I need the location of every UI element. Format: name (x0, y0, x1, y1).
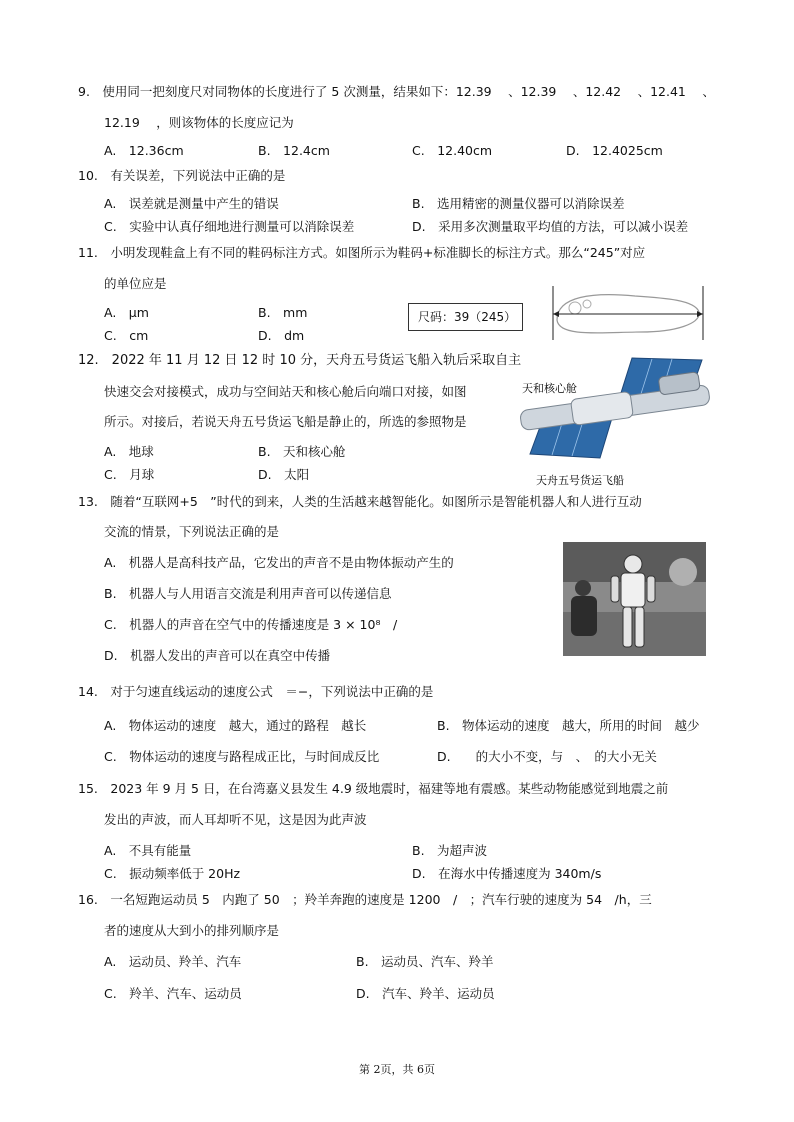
q12-stem-line1: 12. 2022 年 11 月 12 日 12 时 10 分，天舟五号货运飞船入轨后采取自主 (78, 353, 522, 368)
q11-option-c: C. cm (104, 328, 149, 343)
q12-stem-line3: 所示。对接后，若说天舟五号货运飞船是静止的，所选的参照物是 (104, 414, 467, 429)
q9-stem-line2: 12.19 ，则该物体的长度应记为 (104, 115, 294, 130)
q14-option-b: B. 物体运动的速度 越大，所用的时间 越少 (437, 718, 700, 733)
q15-option-a: A. 不具有能量 (104, 843, 192, 858)
q11-option-b: B. mm (258, 305, 308, 320)
page-number-footer: 第 2页，共 6页 (359, 1063, 435, 1076)
q12-option-c: C. 月球 (104, 467, 155, 482)
shoe-size-label: 尺码：39（245） (418, 310, 517, 324)
q15-option-c: C. 振动频率低于 20Hz (104, 866, 241, 881)
q11-stem-line1: 11. 小明发现鞋盒上有不同的鞋码标注方式。如图所示为鞋码+标准脚长的标注方式。那么“245”对应 (78, 245, 646, 260)
robot-photo-figure (563, 542, 706, 656)
q15-stem-line1: 15. 2023 年 9 月 5 日，在台湾嘉义县发生 4.9 级地震时，福建等地有震感。某些动物能感觉到地震之前 (78, 781, 669, 796)
q13-option-c: C. 机器人的声音在空气中的传播速度是 3 × 10⁸ / (104, 617, 398, 632)
q15-stem-line2: 发出的声波，而人耳却听不见，这是因为此声波 (104, 812, 367, 827)
q9-option-c: C. 12.40cm (412, 143, 493, 158)
q10-option-d: D. 采用多次测量取平均值的方法，可以减小误差 (412, 219, 689, 234)
q10-option-c: C. 实验中认真仔细地进行测量可以消除误差 (104, 219, 355, 234)
shoe-size-label-box (408, 303, 523, 331)
foot-outline-figure (545, 282, 713, 344)
q9-option-b: B. 12.4cm (258, 143, 330, 158)
q16-option-a: A. 运动员、羚羊、汽车 (104, 954, 242, 969)
q15-option-b: B. 为超声波 (412, 843, 488, 858)
q16-stem-line1: 16. 一名短跑运动员 5 内跑了 50 ；羚羊奔跑的速度是 1200 / ；汽车行驶的速度为 54 /h，三 (78, 892, 652, 907)
q13-stem-line2: 交流的情景，下列说法正确的是 (104, 524, 280, 539)
space-station-figure (512, 356, 712, 460)
q12-stem-line2: 快速交会对接模式，成功与空间站天和核心舱后向端口对接，如图 (104, 384, 467, 399)
q9-option-a: A. 12.36cm (104, 143, 184, 158)
q12-caption-cargo-ship: 天舟五号货运飞船 (536, 474, 624, 487)
q16-option-c: C. 羚羊、汽车、运动员 (104, 986, 242, 1001)
q9-option-d: D. 12.4025cm (566, 143, 663, 158)
q16-option-b: B. 运动员、汽车、羚羊 (356, 954, 494, 969)
q13-stem-line1: 13. 随着“互联网+5 ”时代的到来，人类的生活越来越智能化。如图所示是智能机器人和人进行互动 (78, 494, 642, 509)
q14-option-d: D. 的大小不变，与 、 的大小无关 (437, 749, 657, 764)
q13-option-d: D. 机器人发出的声音可以在真空中传播 (104, 648, 331, 663)
q12-option-b: B. 天和核心舱 (258, 444, 346, 459)
q13-option-a: A. 机器人是高科技产品，它发出的声音不是由物体振动产生的 (104, 555, 454, 570)
q10-stem: 10. 有关误差，下列说法中正确的是 (78, 168, 286, 183)
q12-option-d: D. 太阳 (258, 467, 310, 482)
q12-caption-core-module: 天和核心舱 (522, 382, 577, 395)
q15-option-d: D. 在海水中传播速度为 340m/s (412, 866, 602, 881)
q16-option-d: D. 汽车、羚羊、运动员 (356, 986, 495, 1001)
q16-stem-line2: 者的速度从大到小的排列顺序是 (104, 923, 280, 938)
q13-option-b: B. 机器人与人用语言交流是利用声音可以传递信息 (104, 586, 392, 601)
q11-option-d: D. dm (258, 328, 305, 343)
q10-option-b: B. 选用精密的测量仪器可以消除误差 (412, 196, 625, 211)
q14-option-c: C. 物体运动的速度与路程成正比，与时间成反比 (104, 749, 380, 764)
q14-option-a: A. 物体运动的速度 越大，通过的路程 越长 (104, 718, 367, 733)
q12-option-a: A. 地球 (104, 444, 154, 459)
q9-stem-line1: 9. 使用同一把刻度尺对同物体的长度进行了 5 次测量，结果如下：12.39 、12.39 、12.42 、12.41 、 (78, 84, 715, 99)
q11-option-a: A. μm (104, 305, 149, 320)
q11-stem-line2: 的单位应是 (104, 276, 167, 291)
q14-stem: 14. 对于匀速直线运动的速度公式 ＝−，下列说法中正确的是 (78, 684, 434, 699)
q10-option-a: A. 误差就是测量中产生的错误 (104, 196, 279, 211)
